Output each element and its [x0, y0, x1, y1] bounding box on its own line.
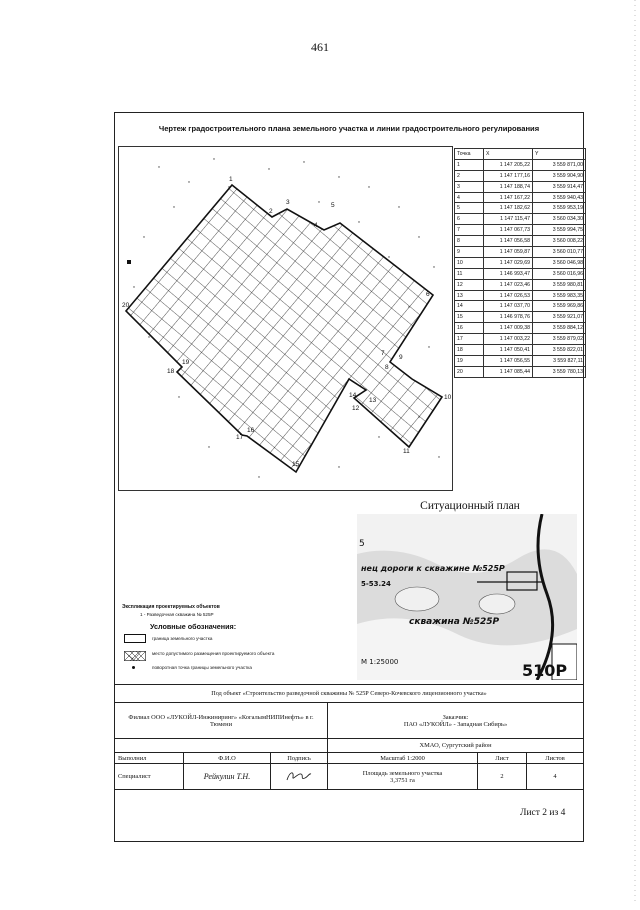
coordinate-y: 3 560 010,77: [533, 247, 586, 258]
point-label-9: 9: [399, 354, 403, 361]
coordinate-y: 3 559 921,07: [533, 312, 586, 323]
coordinate-point: 13: [455, 290, 484, 301]
coordinate-y: 3 560 034,30: [533, 214, 586, 225]
coordinate-y: 3 559 980,81: [533, 279, 586, 290]
stamp-person-signature: Рейкулин Т.Н.: [184, 764, 271, 790]
coordinate-row: [455, 247, 586, 258]
situation-block-label: 510Р: [522, 661, 568, 680]
coordinate-x: 1 146 993,47: [484, 268, 533, 279]
situation-road-label: нец дороги к скважине №525Р: [361, 564, 505, 573]
point-label-20: 20: [122, 302, 130, 309]
point-label-2: 2: [269, 208, 273, 215]
stamp-area-label: Площадь земельного участка: [362, 769, 443, 777]
stamp-role: Специалист: [115, 764, 184, 790]
coordinate-y: 3 559 953,19: [533, 203, 586, 214]
coordinate-point: 10: [455, 257, 484, 268]
parcel-boundary: [126, 185, 442, 472]
point-label-7: 7: [381, 350, 385, 357]
coordinate-x: 1 147 085,44: [484, 366, 533, 377]
coordinate-x: 1 147 009,38: [484, 323, 533, 334]
point-label-10: 10: [444, 394, 452, 401]
coordinate-y: 3 559 879,02: [533, 334, 586, 345]
header-x: X: [484, 149, 533, 160]
signature-scribble-icon: [284, 769, 314, 783]
stamp-area-cell: [328, 764, 478, 790]
coordinate-table-body: [455, 159, 586, 377]
coordinate-x: 1 147 029,69: [484, 257, 533, 268]
coordinate-point: 19: [455, 355, 484, 366]
coordinate-y: 3 560 008,22: [533, 236, 586, 247]
coordinate-table: [454, 148, 586, 378]
coordinate-row: [455, 236, 586, 247]
coordinate-y: 3 559 884,12: [533, 323, 586, 334]
coordinate-x: 1 147 023,46: [484, 279, 533, 290]
coordinate-point: 1: [455, 159, 484, 170]
coordinate-y: 3 559 914,47: [533, 181, 586, 192]
point-label-12: 12: [352, 405, 360, 412]
stamp-col-sheet: Лист: [478, 753, 527, 764]
situation-plan-map: [357, 514, 577, 680]
object-description: Под объект «Строительство разведочной скважины № 525Р Северо-Кочевского лицензионного участка»: [114, 684, 584, 702]
stamp-col-sheets: Листов: [527, 753, 584, 764]
point-label-19: 19: [182, 359, 190, 366]
coordinate-x: 1 147 115,47: [484, 214, 533, 225]
explication-title: Экспликация проектируемых объектов: [122, 604, 220, 610]
legend-item-placement: место допустимого размещения проектируемого объекта: [152, 651, 275, 656]
coordinate-y: 3 559 822,01: [533, 345, 586, 356]
stamp-sheets: 4: [527, 764, 584, 790]
point-label-1: 1: [229, 176, 233, 183]
plot-svg: [119, 147, 453, 491]
coordinate-x: 1 147 167,22: [484, 192, 533, 203]
coordinate-point: 12: [455, 279, 484, 290]
point-label-11: 11: [403, 448, 410, 455]
title-block: [114, 702, 584, 790]
coordinate-x: 1 146 978,76: [484, 312, 533, 323]
coordinate-point: 6: [455, 214, 484, 225]
stamp-customer-label: Заказчик:: [442, 713, 469, 721]
coordinate-x: 1 147 182,62: [484, 203, 533, 214]
situation-plan-svg: [357, 514, 577, 680]
explication-item: 1 - Разведочная скважина № 525Р: [140, 612, 214, 617]
stamp-col-name: Ф.И.О: [184, 753, 271, 764]
point-label-5: 5: [331, 202, 335, 209]
stamp-empty-cell: [115, 739, 328, 753]
stamp-area-value: 3,3751 га: [390, 776, 415, 784]
stamp-organization: Филиал ООО «ЛУКОЙЛ-Инжиниринг» «КогалымНИПИнефть» в г. Тюмени: [115, 703, 328, 739]
legend-item-point: поворотная точка границы земельного участка: [152, 665, 252, 670]
page-number: 461: [311, 40, 329, 54]
coordinate-x: 1 147 188,74: [484, 181, 533, 192]
coordinate-point: 17: [455, 334, 484, 345]
coordinate-point: 11: [455, 268, 484, 279]
coordinate-y: 3 559 940,43: [533, 192, 586, 203]
legend-boundary-swatch: [124, 634, 146, 643]
coordinate-x: 1 147 056,55: [484, 355, 533, 366]
situation-elevation: 5-53.24: [361, 580, 391, 588]
coordinate-row: [455, 203, 586, 214]
coordinate-x: 1 147 026,53: [484, 290, 533, 301]
coordinate-x: 1 147 177,16: [484, 170, 533, 181]
coordinate-point: 20: [455, 366, 484, 377]
legend-point-marker: [132, 666, 135, 669]
coordinate-row: [455, 181, 586, 192]
point-label-8: 8: [385, 364, 389, 371]
stamp-customer: ПАО «ЛУКОЙЛ» - Западная Сибирь»: [403, 720, 508, 728]
point-label-15: 15: [292, 461, 300, 468]
point-label-6: 6: [426, 291, 430, 298]
point-label-14: 14: [349, 392, 357, 399]
situation-scale: М 1:25000: [361, 658, 399, 666]
point-label-13: 13: [369, 397, 377, 404]
coordinate-y: 3 559 983,35: [533, 290, 586, 301]
stamp-sheet: 2: [478, 764, 527, 790]
coordinate-point: 4: [455, 192, 484, 203]
coordinate-x: 1 147 003,22: [484, 334, 533, 345]
drawing-title: Чертеж градостроительного плана земельного участка и линии градостроительного регулирования: [158, 124, 540, 133]
coordinate-row: [455, 170, 586, 181]
coordinate-x: 1 147 205,22: [484, 159, 533, 170]
coordinate-point: 7: [455, 225, 484, 236]
coordinate-row: [455, 334, 586, 345]
coordinate-row: [455, 323, 586, 334]
coordinate-x: 1 147 067,73: [484, 225, 533, 236]
coordinate-row: [455, 279, 586, 290]
coordinate-row: [455, 268, 586, 279]
coordinate-row: [455, 159, 586, 170]
point-label-3: 3: [286, 199, 290, 206]
stamp-region: ХМАО, Сургутский район: [328, 739, 584, 753]
sheet-footer: Лист 2 из 4: [520, 808, 566, 818]
coordinate-point: 18: [455, 345, 484, 356]
coordinate-y: 3 559 994,75: [533, 225, 586, 236]
coordinate-row: [455, 366, 586, 377]
header-point: Точка: [455, 149, 484, 160]
coordinate-x: 1 147 037,70: [484, 301, 533, 312]
coordinate-point: 2: [455, 170, 484, 181]
coordinate-x: 1 147 059,87: [484, 247, 533, 258]
coordinate-y: 3 559 827,11: [533, 355, 586, 366]
coordinate-point: 3: [455, 181, 484, 192]
stamp-col-signature: Подпись: [271, 753, 328, 764]
coordinate-point: 9: [455, 247, 484, 258]
coordinate-y: 3 559 871,00: [533, 159, 586, 170]
coordinate-y: 3 559 780,13: [533, 366, 586, 377]
scan-edge-dots: [632, 0, 638, 905]
coordinate-y: 3 560 046,98: [533, 257, 586, 268]
coordinate-y: 3 559 904,90: [533, 170, 586, 181]
coordinate-row: [455, 257, 586, 268]
situation-well-label: скважина №525Р: [409, 617, 500, 627]
point-label-4: 4: [314, 222, 318, 229]
coordinate-point: 8: [455, 236, 484, 247]
coordinate-y: 3 560 016,96: [533, 268, 586, 279]
stamp-customer-cell: [328, 703, 584, 739]
coordinate-row: [455, 301, 586, 312]
coordinate-row: [455, 345, 586, 356]
coordinate-point: 14: [455, 301, 484, 312]
coordinate-row: [455, 225, 586, 236]
coordinate-point: 15: [455, 312, 484, 323]
legend-item-boundary: граница земельного участка: [152, 636, 213, 641]
coordinate-row: [455, 312, 586, 323]
situation-mark-5: 5: [359, 539, 365, 549]
well-marker: [127, 260, 131, 264]
coordinate-row: [455, 355, 586, 366]
header-y: Y: [533, 149, 586, 160]
coordinate-row: [455, 214, 586, 225]
coordinate-y: 3 559 969,86: [533, 301, 586, 312]
coordinate-row: [455, 192, 586, 203]
plot-drawing: [118, 146, 453, 491]
point-label-17: 17: [236, 434, 244, 441]
situation-plan-title: Ситуационный план: [420, 500, 520, 512]
stamp-col-performed: Выполнил: [115, 753, 184, 764]
legend-title: Условные обозначения:: [150, 622, 237, 631]
coordinate-point: 16: [455, 323, 484, 334]
coordinate-x: 1 147 056,58: [484, 236, 533, 247]
stamp-signature-cell: [271, 764, 328, 790]
point-label-18: 18: [167, 368, 175, 375]
coordinate-x: 1 147 050,41: [484, 345, 533, 356]
coordinate-table-header: [455, 149, 586, 160]
point-label-16: 16: [247, 427, 255, 434]
coordinate-row: [455, 290, 586, 301]
stamp-scale: Масштаб 1:2000: [328, 753, 478, 764]
coordinate-point: 5: [455, 203, 484, 214]
legend-hatch-swatch: [124, 648, 146, 658]
